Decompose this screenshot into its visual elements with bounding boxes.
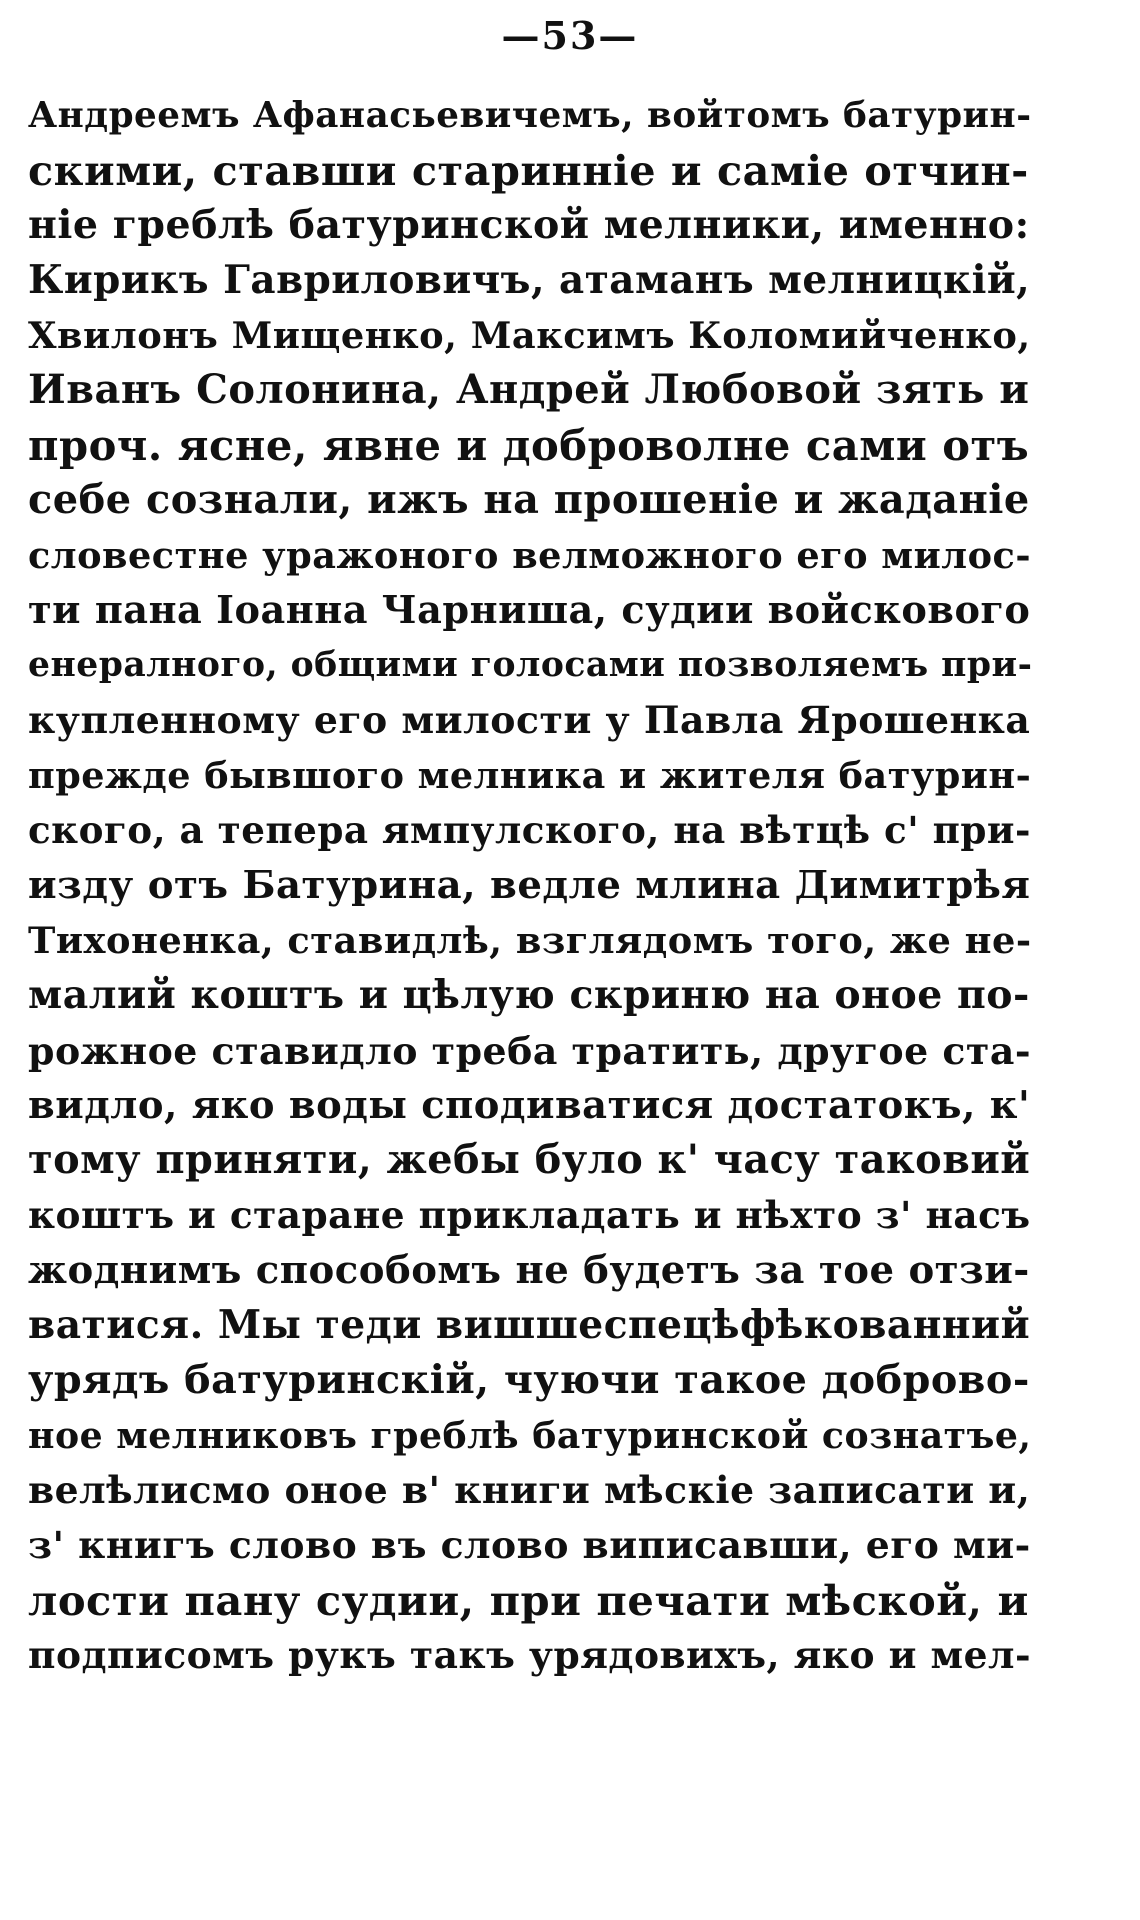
text-line: прежде бывшого мелника и жителя батурин- <box>28 754 1032 797</box>
text-line: урядъ батуринскій, чуючи такое доброво- <box>28 1357 1030 1403</box>
text-line: подписомъ рукъ такъ урядовихъ, яко и мел- <box>28 1633 1032 1677</box>
text-line: словестне уражоного велможного его милос- <box>28 534 1032 577</box>
text-line: малий коштъ и цѣлую скриню на оное по- <box>28 972 1030 1018</box>
text-line: ти пана Іоанна Чарниша, судии войскового <box>28 588 1031 633</box>
text-line: ватися. Мы теди вишшеспецѣфѣкованний <box>28 1302 1031 1348</box>
text-line: лости пану судии, при печати мѣской, и <box>28 1576 1029 1625</box>
text-line: скими, ставши старинніе и саміе отчин- <box>28 146 1029 195</box>
text-line: проч. ясне, явне и доброволне сами отъ <box>28 421 1030 470</box>
text-line: з' книгъ слово въ слово виписавши, его ми- <box>28 1523 1031 1567</box>
text-line: изду отъ Батурина, ведле млина Димитрѣя <box>28 863 1031 908</box>
text-line: жоднимъ способомъ не будетъ за тое отзи- <box>28 1248 1030 1293</box>
text-line: купленному его милости у Павла Ярошенка <box>28 698 1031 742</box>
text-line: коштъ и старане прикладать и нѣхто з' насъ <box>28 1193 1031 1237</box>
text-line: Хвилонъ Мищенко, Максимъ Коломийченко, <box>28 313 1031 357</box>
body-text <box>28 88 1033 1683</box>
text-line: ніе греблѣ батуринской мелники, именно: <box>28 202 1030 248</box>
text-line: ное мелниковъ греблѣ батуринской сознатъе, <box>28 1414 1032 1457</box>
text-line: енералного, общими голосами позволяемъ при- <box>28 645 1033 685</box>
text-line: Кирикъ Гавриловичъ, атаманъ мелницкій, <box>28 258 1031 303</box>
text-line: велѣлисмо оное в' книги мѣскіе записати и, <box>28 1468 1031 1512</box>
text-line: рожное ставидло треба тратить, другое ста- <box>28 1028 1032 1073</box>
page-number: —53— <box>501 13 639 58</box>
text-line: Тихоненка, ставидлѣ, взглядомъ того, же не- <box>28 919 1032 962</box>
text-line: видло, яко воды сподиватися достатокъ, к' <box>28 1083 1031 1128</box>
text-line: тому приняти, жебы було к' часу таковий <box>28 1137 1031 1183</box>
text-line: себе сознали, ижъ на прошеніе и жаданіе <box>28 477 1030 523</box>
text-line: ского, а тепера ямпулского, на вѣтцѣ с' при- <box>28 808 1031 852</box>
text-line: Иванъ Солонина, Андрей Любовой зять и <box>28 367 1030 413</box>
text-line: Андреемъ Афанасьевичемъ, войтомъ батурин- <box>28 94 1032 136</box>
